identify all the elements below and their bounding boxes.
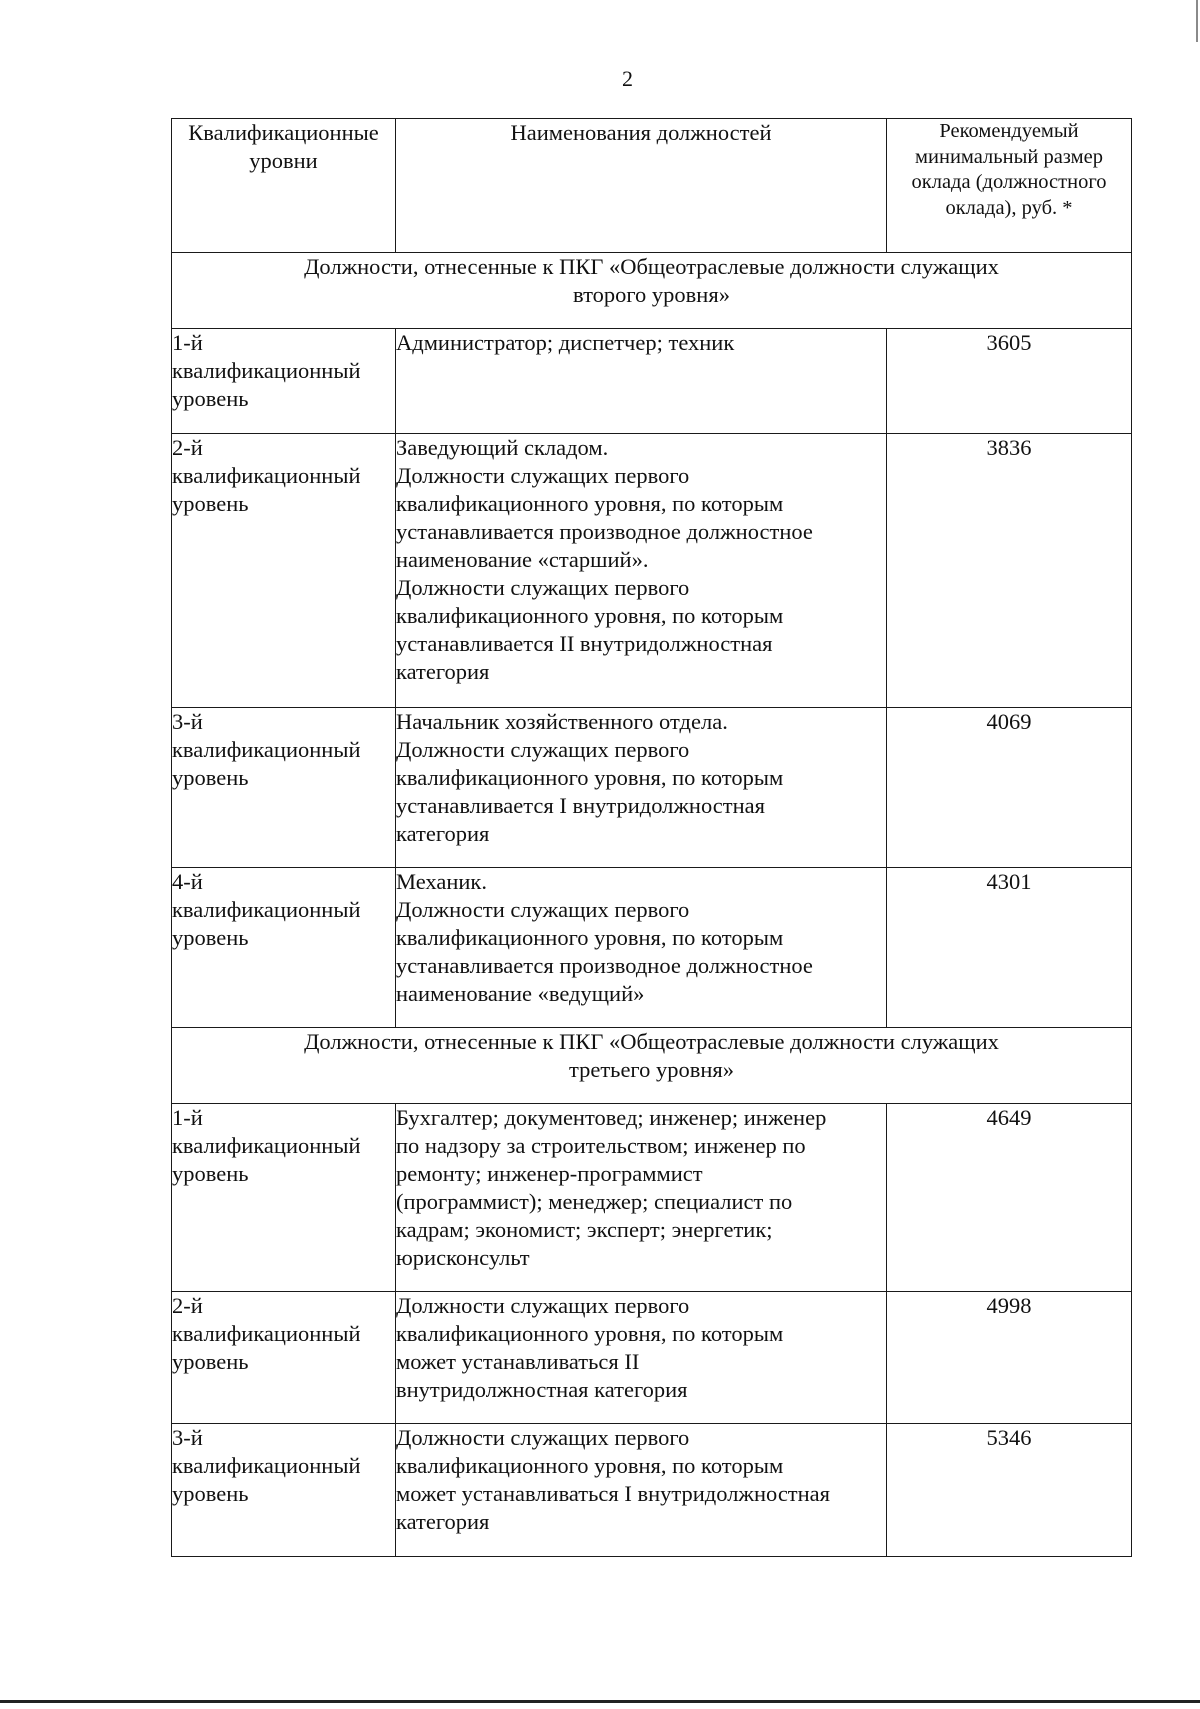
header-position-names: Наименования должностей [396,119,887,253]
group-title-line: третьего уровня» [569,1057,734,1082]
position-names-cell [396,1104,887,1292]
position-name-line: кадрам; экономист; эксперт; энергетик; [396,1217,773,1242]
table-row [172,434,1132,708]
qualification-level-text: квалификационный [172,463,361,488]
position-name-line: Должности служащих первого [396,737,690,762]
header-recommended-salary: Рекомендуемый минимальный размер оклада (должностного оклада), руб. * [887,119,1132,253]
position-name-line: Заведующий складом. [396,435,609,460]
position-name-line: Должности служащих первого [396,1425,690,1450]
position-name-line: Должности служащих первого [396,897,690,922]
position-name-line: квалификационного уровня, по которым [396,603,784,628]
position-names-cell [396,1424,887,1557]
position-name-line: квалификационного уровня, по которым [396,1453,784,1478]
salary-cell: 4649 [887,1104,1132,1292]
position-name-line: Должности служащих первого [396,575,690,600]
qualification-level-cell [172,1292,396,1424]
position-name-line: наименование «старший». [396,547,649,572]
qualification-level-cell [172,1424,396,1557]
position-name-line: может устанавливаться II [396,1349,640,1374]
qualification-level-text: квалификационный [172,1133,361,1158]
salary-cell: 4998 [887,1292,1132,1424]
position-name-line: наименование «ведущий» [396,981,645,1006]
position-name-line: устанавливается I внутридолжностная [396,793,765,818]
table-row [172,1104,1132,1292]
group-header-row [172,1028,1132,1104]
position-names-cell [396,708,887,868]
table-row [172,868,1132,1028]
position-names-cell [396,329,887,434]
position-name-line: Должности служащих первого [396,1293,690,1318]
qualification-level-text: квалификационный [172,1453,361,1478]
qualification-level-text: 2-й [172,1293,203,1318]
table-body [172,253,1132,1557]
group-header-row [172,253,1132,329]
page-number: 2 [622,66,633,91]
position-name-line: категория [396,659,490,684]
table-row [172,708,1132,868]
qualification-level-text: квалификационный [172,1321,361,1346]
position-name-line: Механик. [396,869,487,894]
position-name-line: (программист); менеджер; специалист по [396,1189,793,1214]
salary-cell: 4069 [887,708,1132,868]
position-name-line: категория [396,821,490,846]
qualification-level-cell [172,329,396,434]
position-name-line: устанавливается производное должностное [396,519,813,544]
qualification-level-text: квалификационный [172,358,361,383]
salary-table [171,118,1132,1557]
group-title-line: Должности, отнесенные к ПКГ «Общеотраслевые должности служащих [304,1029,999,1054]
qualification-level-text: уровень [172,386,249,411]
position-name-line: внутридолжностная категория [396,1377,688,1402]
qualification-level-text: 4-й [172,869,203,894]
scan-bottom-edge [0,1700,1200,1703]
table-row [172,329,1132,434]
position-names-cell [396,1292,887,1424]
qualification-level-text: 2-й [172,435,203,460]
qualification-level-text: 3-й [172,1425,203,1450]
salary-cell: 5346 [887,1424,1132,1557]
qualification-level-text: уровень [172,765,249,790]
qualification-level-text: квалификационный [172,897,361,922]
position-name-line: квалификационного уровня, по которым [396,1321,784,1346]
group-title [172,1028,1132,1104]
group-title [172,253,1132,329]
position-name-line: квалификационного уровня, по которым [396,925,784,950]
position-name-line: Администратор; диспетчер; техник [396,330,735,355]
qualification-level-cell [172,1104,396,1292]
group-title-line: Должности, отнесенные к ПКГ «Общеотраслевые должности служащих [304,254,999,279]
salary-cell: 4301 [887,868,1132,1028]
group-title-line: второго уровня» [573,282,730,307]
table-row [172,1292,1132,1424]
position-name-line: квалификационного уровня, по которым [396,491,784,516]
qualification-level-text: 1-й [172,330,203,355]
position-name-line: Должности служащих первого [396,463,690,488]
position-name-line: может устанавливаться I внутридолжностная [396,1481,831,1506]
position-name-line: юрисконсульт [396,1245,530,1270]
qualification-level-cell [172,708,396,868]
qualification-level-text: уровень [172,1481,249,1506]
position-name-line: Начальник хозяйственного отдела. [396,709,728,734]
qualification-level-text: уровень [172,1349,249,1374]
position-names-cell [396,434,887,708]
position-name-line: квалификационного уровня, по которым [396,765,784,790]
position-name-line: устанавливается производное должностное [396,953,813,978]
table-header-row [172,119,1132,253]
qualification-level-cell [172,868,396,1028]
qualification-level-text: уровень [172,925,249,950]
salary-cell: 3836 [887,434,1132,708]
qualification-level-text: квалификационный [172,737,361,762]
position-name-line: устанавливается II внутридолжностная [396,631,773,656]
qualification-level-text: уровень [172,1161,249,1186]
qualification-level-text: уровень [172,491,249,516]
position-names-cell [396,868,887,1028]
qualification-level-cell [172,434,396,708]
position-name-line: ремонту; инженер-программист [396,1161,703,1186]
table-row [172,1424,1132,1557]
header-qualification-levels: Квалификационные уровни [172,119,396,253]
qualification-level-text: 1-й [172,1105,203,1130]
position-name-line: по надзору за строительством; инженер по [396,1133,806,1158]
position-name-line: Бухгалтер; документовед; инженер; инженер [396,1105,827,1130]
qualification-level-text: 3-й [172,709,203,734]
position-name-line: категория [396,1509,490,1534]
salary-cell: 3605 [887,329,1132,434]
scan-edge-mark [1196,0,1198,42]
